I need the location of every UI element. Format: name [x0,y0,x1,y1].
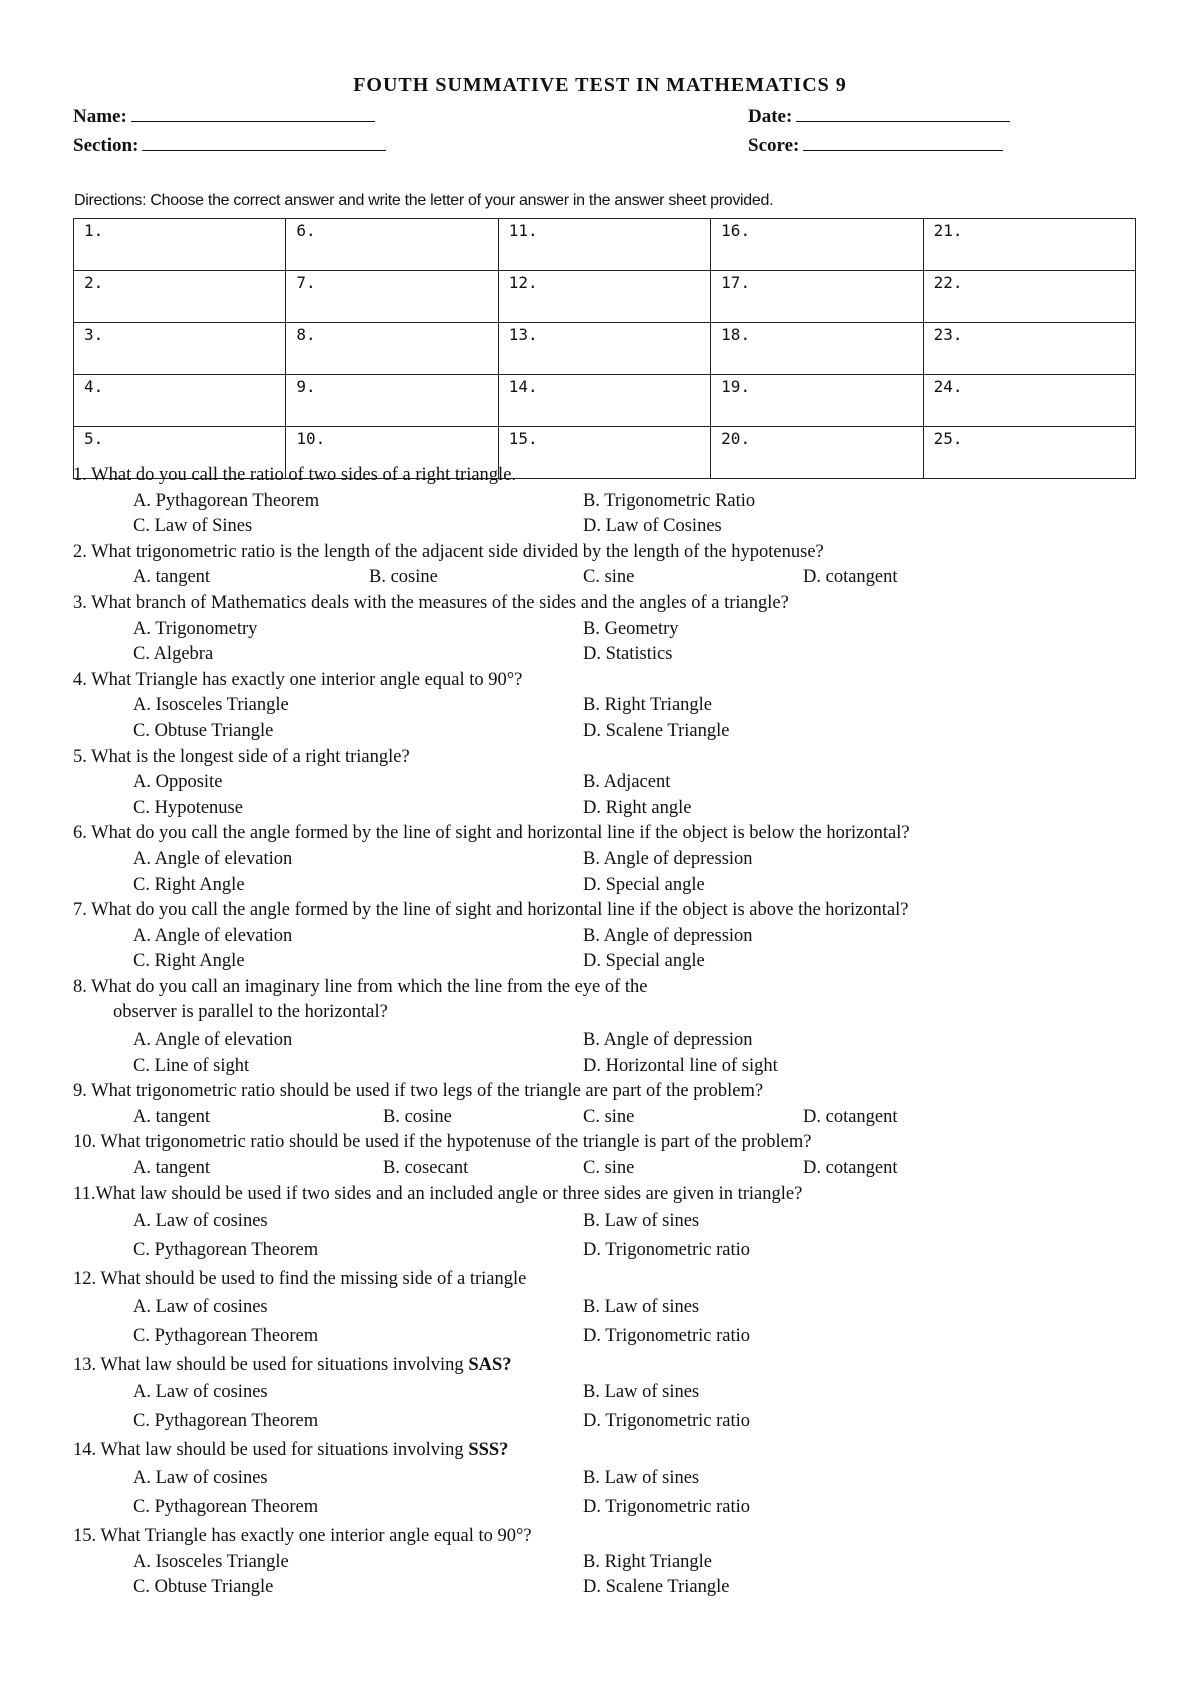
answer-row [74,271,1136,323]
answer-cell[interactable]: 5. [74,427,286,479]
answer-option: C. Pythagorean Theorem [133,1240,319,1261]
answer-option: B. Right Triangle [583,1551,713,1572]
answer-cell[interactable]: 11. [498,219,710,271]
answer-option: D. Right angle [583,797,692,818]
answer-cell[interactable]: 10. [286,427,498,479]
options-row [73,1105,1163,1131]
question-stem: 4. What Triangle has exactly one interior angle equal to 90°? [73,669,523,690]
answer-option: D. Horizontal line of sight [583,1055,778,1076]
answer-option: C. Pythagorean Theorem [133,1411,319,1432]
date-blank[interactable] [796,104,1010,122]
answer-option: B. Law of sines [583,1468,700,1488]
question-stem: 14. What law should be used for situations involving SSS? [73,1440,509,1461]
answer-cell[interactable]: 19. [711,375,923,427]
answer-cell[interactable]: 20. [711,427,923,479]
answer-option: B. Angle of depression [583,925,753,946]
section-label: Section: [73,135,139,156]
answer-option: D. Scalene Triangle [583,720,730,741]
answer-option: A. Isosceles Triangle [133,1551,289,1572]
question-list [73,463,1163,1601]
answer-option: B. Law of sines [583,1382,700,1403]
question-stem: 2. What trigonometric ratio is the length of the adjacent side divided by the length of the hypotenuse? [73,541,824,562]
answer-option: D. Trigonometric ratio [583,1411,751,1432]
options-row [73,949,1163,975]
date-field[interactable] [748,104,1010,128]
question-stem: 5. What is the longest side of a right triangle? [73,746,410,767]
score-label: Score: [748,135,800,156]
question-stem: 10. What trigonometric ratio should be used if the hypotenuse of the triangle is part of the problem? [73,1132,812,1153]
answer-cell[interactable]: 8. [286,323,498,375]
answer-cell[interactable]: 13. [498,323,710,375]
answer-option: B. Trigonometric Ratio [583,490,756,511]
options-row [73,1054,1163,1080]
answer-cell[interactable]: 22. [923,271,1135,323]
answer-cell[interactable]: 12. [498,271,710,323]
options-row [73,719,1163,745]
options-row [73,617,1163,643]
answer-cell[interactable]: 9. [286,375,498,427]
options-row [73,693,1163,719]
answer-cell[interactable]: 7. [286,271,498,323]
question-item [73,668,1163,745]
options-row [73,1575,1163,1601]
answer-cell[interactable]: 14. [498,375,710,427]
answer-row [74,219,1136,271]
answer-cell[interactable]: 1. [74,219,286,271]
answer-option: B. cosecant [383,1158,469,1179]
answer-option: D. Special angle [583,951,705,972]
answer-option: B. cosine [369,567,438,588]
question-item [73,975,1163,1079]
answer-option: A. Isosceles Triangle [133,695,289,716]
question-stem: 11.What law should be used if two sides and an included angle or three sides are given in triangle? [73,1183,803,1204]
answer-option: B. Angle of depression [583,1030,753,1051]
answer-option: A. Law of cosines [133,1211,268,1232]
question-item [73,745,1163,822]
answer-option: D. Trigonometric ratio [583,1325,751,1346]
answer-option: C. sine [583,567,635,588]
answer-option: B. Adjacent [583,772,671,793]
name-label: Name: [73,106,127,127]
answer-cell[interactable]: 16. [711,219,923,271]
question-item [73,591,1163,668]
question-stem: 8. What do you call an imaginary line from which the line from the eye of the [73,976,648,997]
options-row [73,847,1163,873]
options-row [73,796,1163,822]
question-item [73,540,1163,591]
answer-cell[interactable]: 18. [711,323,923,375]
answer-option: A. tangent [133,1106,211,1127]
options-row [73,1209,1163,1238]
answer-option: B. Angle of depression [583,848,753,869]
question-stem: 13. What law should be used for situations involving SAS? [73,1354,512,1375]
question-item [73,1079,1163,1130]
answer-option: C. Pythagorean Theorem [133,1497,319,1517]
options-row [73,489,1163,515]
section-field[interactable] [73,133,386,157]
options-row [73,1380,1163,1409]
answer-row [74,375,1136,427]
answer-option: A. Opposite [133,772,223,793]
answer-option: C. Law of Sines [133,516,253,537]
answer-cell[interactable]: 17. [711,271,923,323]
options-row [73,1238,1163,1267]
answer-option: D. Scalene Triangle [583,1577,730,1598]
question-item [73,1353,1163,1439]
options-row [73,1295,1163,1324]
question-item [73,1130,1163,1181]
question-item [73,463,1163,540]
section-blank[interactable] [142,133,386,151]
answer-option: C. sine [583,1106,635,1127]
score-blank[interactable] [803,133,1003,151]
answer-option: B. Right Triangle [583,695,713,716]
answer-option: A. Angle of elevation [133,1030,293,1051]
answer-option: A. Angle of elevation [133,848,293,869]
answer-option: A. Law of cosines [133,1382,268,1403]
answer-option: C. Obtuse Triangle [133,1577,274,1598]
answer-cell[interactable]: 4. [74,375,286,427]
question-keyword: SSS? [468,1440,509,1461]
answer-option: D. Trigonometric ratio [583,1497,751,1517]
answer-cell[interactable]: 23. [923,323,1135,375]
options-row [73,1409,1163,1438]
question-stem: 12. What should be used to find the missing side of a triangle [73,1269,527,1290]
answer-option: A. tangent [133,567,211,588]
answer-option: D. cotangent [803,567,898,588]
answer-option: B. Geometry [583,618,679,639]
score-field[interactable] [748,133,1003,157]
answer-option: D. Statistics [583,644,673,665]
answer-cell[interactable]: 15. [498,427,710,479]
question-stem-continued: observer is parallel to the horizontal? [113,1002,388,1023]
question-keyword: SAS? [468,1354,512,1375]
answer-option: B. cosine [383,1106,452,1127]
answer-option: D. Trigonometric ratio [583,1240,751,1261]
answer-option: A. Angle of elevation [133,925,293,946]
question-item [73,898,1163,975]
name-field[interactable] [73,104,375,128]
date-label: Date: [748,106,793,127]
options-row [73,1156,1163,1182]
options-row [73,1466,1163,1495]
answer-option: A. Law of cosines [133,1296,268,1317]
answer-option: C. Algebra [133,644,214,665]
options-row [73,924,1163,950]
answer-option: C. Line of sight [133,1055,250,1076]
answer-option: D. cotangent [803,1106,898,1127]
answer-option: C. Obtuse Triangle [133,720,274,741]
options-row [73,1324,1163,1353]
answer-cell[interactable]: 2. [74,271,286,323]
options-row [73,514,1163,540]
question-item [73,1182,1163,1268]
options-row [73,1550,1163,1576]
test-title: FOUTH SUMMATIVE TEST IN MATHEMATICS 9 [353,74,847,96]
answer-option: A. tangent [133,1158,211,1179]
name-blank[interactable] [131,104,375,122]
question-item [73,1438,1163,1524]
answer-option: A. Trigonometry [133,618,258,639]
answer-option: C. sine [583,1158,635,1179]
answer-cell[interactable]: 21. [923,219,1135,271]
answer-option: D. Special angle [583,874,705,895]
question-item [73,821,1163,898]
question-stem: 3. What branch of Mathematics deals with the measures of the sides and the angles of a triangle? [73,592,789,613]
answer-option: C. Right Angle [133,874,245,895]
options-row [73,1495,1163,1524]
answer-sheet [73,218,1136,479]
answer-option: D. cotangent [803,1158,898,1179]
options-row [73,770,1163,796]
answer-option: B. Law of sines [583,1296,700,1317]
options-row [73,565,1163,591]
answer-cell[interactable]: 25. [923,427,1135,479]
answer-option: C. Right Angle [133,951,245,972]
options-row [73,642,1163,668]
question-item [73,1524,1163,1601]
answer-cell[interactable]: 24. [923,375,1135,427]
options-row [73,873,1163,899]
answer-option: B. Law of sines [583,1211,700,1232]
directions: Directions: Choose the correct answer and write the letter of your answer in the answer sheet provided. [74,192,774,209]
question-stem: 9. What trigonometric ratio should be used if two legs of the triangle are part of the problem? [73,1081,764,1102]
question-stem: 15. What Triangle has exactly one interior angle equal to 90°? [73,1526,532,1546]
answer-option: A. Pythagorean Theorem [133,490,320,511]
question-stem: 7. What do you call the angle formed by the line of sight and horizontal line if the object is above the horizontal? [73,900,909,921]
answer-option: A. Law of cosines [133,1468,268,1488]
question-item [73,1267,1163,1353]
answer-option: C. Hypotenuse [133,797,243,818]
answer-cell[interactable]: 6. [286,219,498,271]
answer-row [74,323,1136,375]
answer-option: C. Pythagorean Theorem [133,1325,319,1346]
question-stem: 6. What do you call the angle formed by the line of sight and horizontal line if the object is below the horizontal? [73,823,910,844]
answer-cell[interactable]: 3. [74,323,286,375]
question-stem: 1. What do you call the ratio of two sides of a right triangle. [73,465,517,485]
answer-option: D. Law of Cosines [583,516,722,537]
options-row [73,1028,1163,1054]
